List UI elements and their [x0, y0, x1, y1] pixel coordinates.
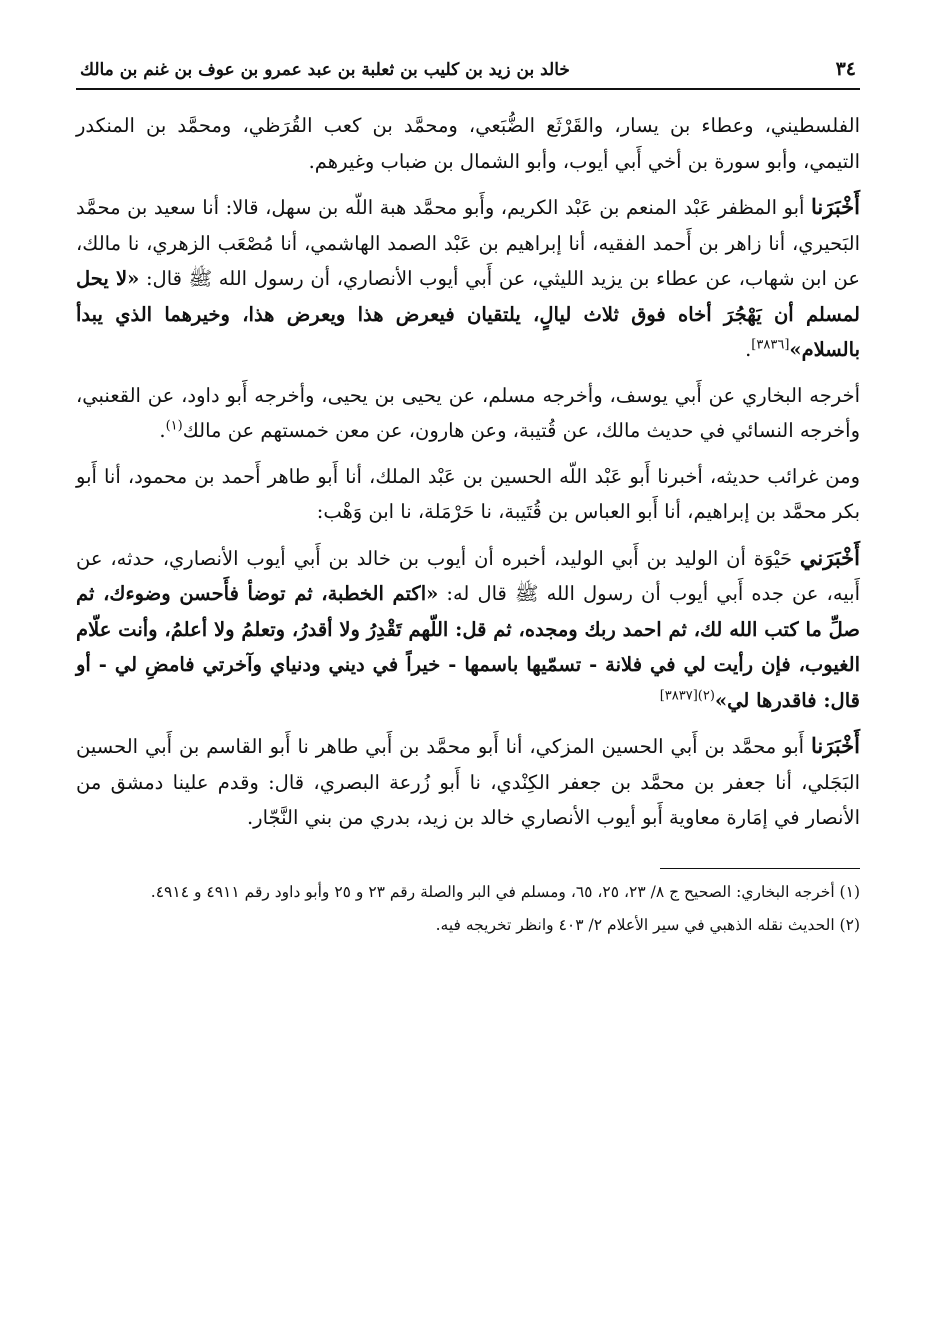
running-header: [76, 58, 860, 88]
paragraph-2: [76, 189, 860, 368]
paragraph-2-text: أبو المظفر عَبْد المنعم بن عَبْد الكريم، وأَبو محمَّد هبة اللّه بن سهل، قالا: أنا سعيد بن محمَّد البَحيري، أنا زاهر بن أَحمد الفقيه، أنا إبراهيم بن عَبْد الصمد الهاشمي، أنا مُصْعَب الزهري، نا مالك، عن ابن شهاب، عن عطاء بن يزيد الليثي، عن أَبي أيوب الأنصاري، أن رسول الله ﷺ قال:: [76, 196, 860, 290]
hadith-quote-2: «اكتم الخطبة، ثم توضأ فأَحسن وضوءك، ثم صلِّ ما كتب الله لك، ثم احمد ربك ومجده، ثم قل: اللّهم تَقْدِرُ ولا أقدرُ، وتعلمُ ولا أعلمُ، وأنت علّام الغيوب، فإن رأيت لي في فلانة - تسمّيها باسمها - خيراً في ديني ودنياي وآخرتي فامضِ لي - أو قال: فاقدرها لي»: [76, 582, 860, 712]
paragraph-3-end: .: [159, 419, 166, 442]
hadith-ref-2: (٢)[٣٨٣٧]: [659, 688, 715, 703]
paragraph-6-text: أَبو محمَّد بن أَبي الحسين المزكي، أنا أَبو محمَّد بن أَبي طاهر نا أَبو القاسم بن أَبي الحسين البَجَلي، أنا جعفر بن محمَّد بن جعفر الكِنْدي، نا أَبو زُرعة البصري، قال: وقدم علينا دمشق من الأنصار في إمَارة معاوية أَبو أيوب الأنصاري خالد بن زيد، بدري من بني النَّجّار.: [76, 735, 860, 829]
paragraph-2-lead: أَخْبَرَنا: [811, 194, 860, 219]
header-rule: [76, 88, 860, 90]
paragraph-3-text: أخرجه البخاري عن أَبي يوسف، وأخرجه مسلم، عن يحيى بن يحيى، وأخرجه أَبو داود، عن القعنبي، وأخرجه النسائي في حديث مالك، عن قُتيبة، وعن هارون، عن معن خمستهم عن مالك: [76, 383, 860, 442]
footnote-1: (١) أخرجه البخاري: الصحيح ج ٨/ ٢٣، ٢٥، ٦٥، ومسلم في البر والصلة رقم ٢٣ و ٢٥ وأبو داود رقم ٤٩١١ و ٤٩١٤.: [150, 882, 860, 901]
footnote-rule: [660, 868, 860, 869]
footnote-2: (٢) الحديث نقله الذهبي في سير الأعلام ٢/ ٤٠٣ وانظر تخريجه فيه.: [435, 915, 860, 934]
footnotes: [76, 879, 860, 939]
paragraph-6-lead: أَخْبَرَنا: [811, 733, 860, 758]
paragraph-1: الفلسطيني، وعطاء بن يسار، والقَرْثَع الضُّبَعي، ومحمَّد بن كعب القُرَظي، ومحمَّد بن المنكدر التيمي، وأبو سورة بن أخي أَبي أيوب، وأبو الشمال بن ضباب وغيرهم.: [76, 114, 860, 173]
paragraph-5-lead: أَخْبَرَني: [799, 544, 860, 570]
paragraph-3: [76, 378, 860, 449]
paragraph-5: [76, 540, 860, 719]
paragraph-4: ومن غرائب حديثه، أخبرنا أَبو عَبْد اللّه الحسين بن عَبْد الملك، أنا أَبو طاهر أَحمد بن محمود، أنا أَبو بكر محمَّد بن إبراهيم، أنا أَبو العباس بن قُتَيبة، نا حَرْمَلة، نا ابن وَهْب:: [76, 464, 860, 523]
paragraph-2-end: .: [745, 338, 752, 361]
hadith-quote-1: «لا يحل لمسلم أن يَهْجُرَ أخاه فوق ثلاث ليالٍ، يلتقيان فيعرض هذا ويعرض هذا، وخيرهما الذي يبدأ بالسلام»: [76, 267, 860, 361]
paragraph-6: [76, 728, 860, 836]
main-text: [76, 108, 860, 836]
hadith-ref-1: [٣٨٣٦]: [751, 337, 790, 353]
page-number: ٣٤: [835, 58, 856, 80]
running-title: خالد بن زيد بن كليب بن ثعلبة بن عبد عمرو بن عوف بن غنم بن مالك: [80, 60, 570, 80]
paragraph-5-text: حَيْوَة أن الوليد بن أَبي الوليد، أخبره أن أيوب بن خالد بن أَبي أيوب الأنصاري، حدثه، عن أَبيه، عن جده أَبي أيوب أن رسول الله ﷺ قال له:: [76, 546, 860, 605]
footnote-ref-1: (١): [165, 418, 183, 434]
